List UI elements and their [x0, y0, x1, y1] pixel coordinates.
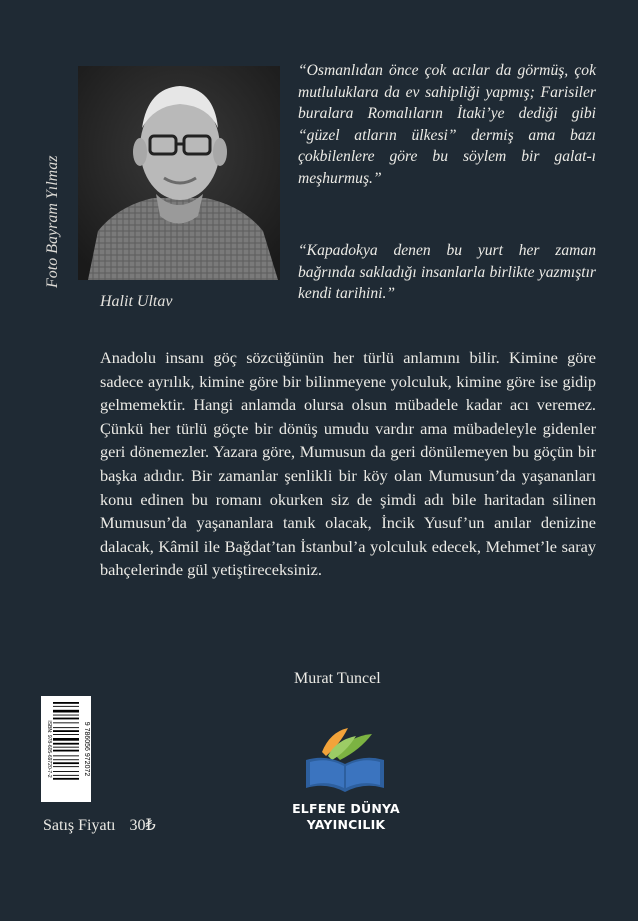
- author-photo: [78, 66, 280, 280]
- barcode-bar: [53, 715, 79, 716]
- price-label: Satış Fiyatı: [43, 817, 116, 834]
- barcode-bar: [53, 718, 79, 720]
- barcode-bar: [53, 706, 79, 707]
- back-cover-blurb: Anadolu insanı göç sözcüğünün her türlü anlamını bilir. Kimine göre sadece ayrılık, kimine göre bir bilinmeyene yolculuk, kimine göre ise gidip gelmemektir. Hangi anlamda olursa olsun mübadele kadar acı veremez. Çünkü her türlü göçte bir dönüş umudu vardır ama mübadeleyle gidenler geri dönemezler. Yazara göre, Mumusun da geri dönülemeyen bu göçün bir başka adıdır. Bir zamanlar şenlikli bir köy olan Mumusun’da yaşananları konu edinen bu romanı okurken siz de şimdi adı bile haritadan silinen Mumusun’da yaşananlara tanık olacak, İncik Yusuf’un anılar denizine dalacak, Kâmil ile Bağdat’tan İstanbul’a yolculuk edecek, Mehmet’le saray bahçelerinde gül yetiştireceksiniz.: [100, 348, 596, 580]
- quote-1: “Osmanlıdan önce çok acılar da görmüş, çok mutluluklara da ev sahipliği yapmış; Farisiler buralara Romalıların İtaki’ye dediği gibi “güzel atların ülkesi” dermiş ama bazı çokbilenlere göre bu söylem bir galat-ı meşhurmuş.”: [298, 62, 596, 187]
- barcode-bar: [53, 778, 79, 780]
- photo-caption: Halit Ultav: [100, 293, 173, 310]
- barcode-bar: [53, 755, 79, 756]
- barcode-bar: [53, 702, 79, 704]
- publisher-logo-icon: [300, 726, 390, 796]
- photo-credit: Foto Bayram Yılmaz: [44, 155, 61, 288]
- barcode-bar: [53, 743, 79, 745]
- price: [43, 815, 156, 835]
- price-amount: 30₺: [129, 817, 156, 834]
- barcode-bar: [53, 734, 79, 735]
- publisher-line-1: ELFENE DÜNYA: [292, 801, 400, 816]
- barcode-bar: [53, 759, 79, 760]
- barcode-bar: [53, 762, 79, 764]
- barcode-digits: 9 786056 972072: [83, 721, 90, 777]
- barcode-bar: [53, 766, 79, 767]
- barcode-bar: [53, 727, 79, 728]
- publisher-name: [276, 801, 416, 833]
- barcode-bar: [53, 730, 79, 732]
- barcode-bar: [53, 722, 79, 723]
- barcode-bar: [53, 771, 79, 772]
- barcode-bar: [53, 750, 79, 752]
- barcode-bar: [53, 738, 79, 741]
- publisher-line-2: YAYINCILIK: [306, 817, 386, 832]
- barcode-bar: [53, 747, 79, 748]
- isbn-text: ISBN: 978-605-69720-7-2: [46, 720, 52, 778]
- quote-2: “Kapadokya denen bu yurt her zaman bağrında sakladığı insanlarla birlikte yazmıştır kendi tarihini.”: [298, 242, 596, 303]
- barcode-bar: [53, 710, 79, 713]
- isbn-barcode: [41, 696, 91, 802]
- barcode-bar: [53, 775, 79, 776]
- blurb-author: Murat Tuncel: [294, 670, 381, 687]
